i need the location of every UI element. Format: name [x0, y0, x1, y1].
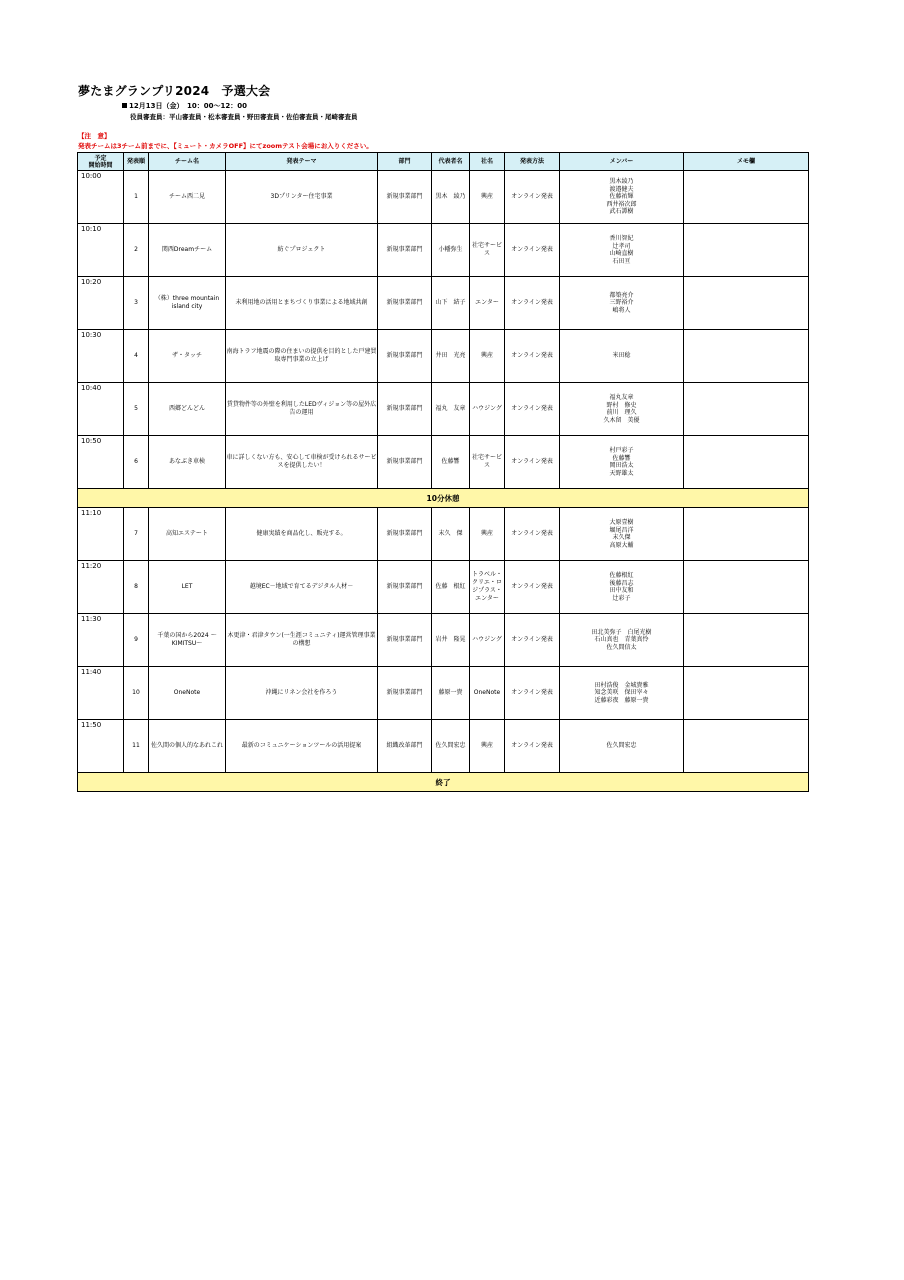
team-cell: 西郷どんどん [149, 383, 226, 436]
order-cell: 10 [124, 667, 149, 720]
dept-cell: 組織改革部門 [378, 720, 432, 773]
members-cell [560, 667, 684, 720]
method-cell: オンライン発表 [505, 383, 560, 436]
method-cell: オンライン発表 [505, 508, 560, 561]
dept-cell: 新規事業部門 [378, 171, 432, 224]
company-cell: 興産 [470, 171, 505, 224]
table-row [78, 667, 809, 720]
break-band [78, 489, 809, 508]
dept-cell: 新規事業部門 [378, 667, 432, 720]
break-label: 10分休憩 [78, 489, 809, 508]
time-cell: 11:30 [78, 614, 124, 667]
table-row [78, 330, 809, 383]
member-name: 近藤彩夜 藤原一貴 [594, 696, 649, 704]
member-name: 石田亘 [612, 257, 631, 265]
member-name: 天野雄太 [609, 469, 634, 477]
team-cell: あなぶき車検 [149, 436, 226, 489]
method-cell: オンライン発表 [505, 561, 560, 614]
order-cell: 3 [124, 277, 149, 330]
order-cell: 5 [124, 383, 149, 436]
header-team: チーム名 [149, 153, 226, 171]
break-row [78, 489, 809, 508]
header-dept: 部門 [378, 153, 432, 171]
memo-cell[interactable] [684, 224, 809, 277]
time-cell: 11:20 [78, 561, 124, 614]
order-cell: 7 [124, 508, 149, 561]
member-name: 佐藤響 [612, 454, 631, 462]
time-cell: 11:10 [78, 508, 124, 561]
schedule-table [77, 152, 809, 792]
time-cell: 11:40 [78, 667, 124, 720]
member-name: 佐久間宏忠 [606, 742, 637, 750]
dept-cell: 新規事業部門 [378, 614, 432, 667]
table-row [78, 561, 809, 614]
order-cell: 6 [124, 436, 149, 489]
team-cell: ザ・タッチ [149, 330, 226, 383]
square-bullet-icon [122, 103, 127, 108]
members-cell [560, 561, 684, 614]
event-date: 12月13日（金） 10：00～12：00 [122, 101, 247, 111]
time-cell: 10:00 [78, 171, 124, 224]
table-row [78, 277, 809, 330]
end-row [78, 773, 809, 792]
method-cell: オンライン発表 [505, 330, 560, 383]
member-name: 西井裕次郎 [606, 200, 637, 208]
rep-cell: 福丸 友章 [432, 383, 470, 436]
company-cell: 興産 [470, 720, 505, 773]
rep-cell: 佐藤 根紅 [432, 561, 470, 614]
company-cell: OneNote [470, 667, 505, 720]
company-cell: トラベル・クリエ・ロジプラス・エンター [470, 561, 505, 614]
schedule-body-second [78, 508, 809, 773]
rep-cell: 末久 傑 [432, 508, 470, 561]
order-cell: 2 [124, 224, 149, 277]
company-cell: 興産 [470, 508, 505, 561]
members-cell [560, 277, 684, 330]
time-cell: 10:40 [78, 383, 124, 436]
member-name: 前川 理久 [606, 409, 637, 416]
member-name: 佐藤根紅 [609, 572, 634, 579]
note-heading: 【注 意】 [78, 132, 111, 140]
member-name: 都築亮介 [609, 291, 634, 299]
memo-cell[interactable] [684, 330, 809, 383]
end-label: 終了 [78, 773, 809, 792]
header-rep: 代表者名 [432, 153, 470, 171]
table-row [78, 720, 809, 773]
dept-cell: 新規事業部門 [378, 277, 432, 330]
member-name: 辻彩子 [612, 594, 631, 602]
rep-cell: 佐藤響 [432, 436, 470, 489]
table-header-row [78, 153, 809, 171]
time-cell: 10:20 [78, 277, 124, 330]
rep-cell: 岩井 隆晃 [432, 614, 470, 667]
note-text: 発表チームは3チーム前までに、【ミュート・カメラOFF】にてzoomテスト会場にお入りください。 [78, 142, 373, 150]
member-name: 香川智紀 [609, 235, 634, 242]
member-name: 黒木綾乃 [609, 178, 634, 186]
theme-cell: 3Dプリンター住宅事業 [226, 171, 378, 224]
header-time: 予定 開始時間 [78, 153, 124, 171]
members-cell [560, 383, 684, 436]
theme-cell: 越境EC－地域で育てるデジタル人材－ [226, 561, 378, 614]
member-name: 野村 修史 [606, 401, 637, 409]
header-members: メンバー [560, 153, 684, 171]
member-name: 久木留 美優 [603, 416, 640, 424]
table-row [78, 508, 809, 561]
rep-cell: 黒木 綾乃 [432, 171, 470, 224]
memo-cell[interactable] [684, 614, 809, 667]
member-name: 後藤昌志 [609, 579, 634, 587]
theme-cell: 木更津・君津タウン(一生涯コミュニティ)運営管理事業の構想 [226, 614, 378, 667]
judges-list: 役員審査員：平山審査員・松本審査員・野田審査員・佐伯審査員・尾崎審査員 [130, 113, 358, 121]
team-cell: 千葉の国から2024 ～KIMITSU～ [149, 614, 226, 667]
member-name: 田北美弥子 白尾光樹 [591, 628, 652, 636]
header-theme: 発表テーマ [226, 153, 378, 171]
theme-cell: 最新のコミュニケーションツールの活用提案 [226, 720, 378, 773]
dept-cell: 新規事業部門 [378, 224, 432, 277]
members-cell [560, 614, 684, 667]
method-cell: オンライン発表 [505, 667, 560, 720]
team-cell: 佐久間の個人的なあれこれ [149, 720, 226, 773]
end-band [78, 773, 809, 792]
team-cell: 関西Dreamチーム [149, 224, 226, 277]
members-cell [560, 330, 684, 383]
team-cell: 高知エステート [149, 508, 226, 561]
rep-cell: 井田 光亮 [432, 330, 470, 383]
memo-cell[interactable] [684, 436, 809, 489]
memo-cell[interactable] [684, 277, 809, 330]
member-name: 三野裕介 [609, 299, 634, 307]
member-name: 田村浩俊 金城貴雅 [594, 681, 649, 689]
member-name: 米田稔 [612, 352, 631, 360]
memo-cell[interactable] [684, 508, 809, 561]
theme-cell: 未利用地の活用とまちづくり事業による地域共創 [226, 277, 378, 330]
theme-cell: 健康実績を商品化し、販売する。 [226, 508, 378, 561]
team-cell: （株）three mountain island city [149, 277, 226, 330]
member-name: 知念美咲 保田宰々 [594, 689, 649, 697]
header-company: 社名 [470, 153, 505, 171]
header-order: 発表順 [124, 153, 149, 171]
member-name: 石山真也 青葉真怜 [594, 636, 649, 644]
table-row [78, 614, 809, 667]
member-name: 堀尾昌洋 [609, 526, 634, 534]
page-title: 夢たまグランプリ2024 予選大会 [78, 84, 271, 98]
company-cell: ハウジング [470, 614, 505, 667]
member-name: 岡田浩太 [609, 462, 634, 469]
team-cell: チーム西二見 [149, 171, 226, 224]
time-cell: 10:30 [78, 330, 124, 383]
members-cell [560, 224, 684, 277]
order-cell: 1 [124, 171, 149, 224]
member-name: 田中友和 [609, 587, 634, 594]
method-cell: オンライン発表 [505, 436, 560, 489]
rep-cell: 佐久間宏忠 [432, 720, 470, 773]
method-cell: オンライン発表 [505, 277, 560, 330]
member-name: 佐藤祐輝 [609, 193, 634, 201]
dept-cell: 新規事業部門 [378, 561, 432, 614]
memo-cell[interactable] [684, 383, 809, 436]
memo-cell[interactable] [684, 171, 809, 224]
member-name: 高原大輔 [609, 541, 634, 549]
member-name: 村戸彩子 [609, 447, 634, 454]
memo-cell[interactable] [684, 667, 809, 720]
method-cell: オンライン発表 [505, 224, 560, 277]
members-cell [560, 436, 684, 489]
members-cell [560, 171, 684, 224]
order-cell: 4 [124, 330, 149, 383]
members-cell [560, 720, 684, 773]
rep-cell: 小幡弥生 [432, 224, 470, 277]
member-name: 渡邉健夫 [609, 185, 634, 193]
dept-cell: 新規事業部門 [378, 508, 432, 561]
table-row [78, 224, 809, 277]
member-name: 武石譚樹 [609, 208, 634, 216]
company-cell: 社宅サービス [470, 436, 505, 489]
company-cell: エンター [470, 277, 505, 330]
method-cell: オンライン発表 [505, 720, 560, 773]
members-cell [560, 508, 684, 561]
order-cell: 11 [124, 720, 149, 773]
team-cell: LET [149, 561, 226, 614]
header-memo: メモ欄 [684, 153, 809, 171]
company-cell: ハウジング [470, 383, 505, 436]
time-cell: 10:10 [78, 224, 124, 277]
member-name: 末久傑 [612, 534, 631, 541]
dept-cell: 新規事業部門 [378, 383, 432, 436]
order-cell: 8 [124, 561, 149, 614]
method-cell: オンライン発表 [505, 171, 560, 224]
header-method: 発表方法 [505, 153, 560, 171]
time-cell: 10:50 [78, 436, 124, 489]
dept-cell: 新規事業部門 [378, 436, 432, 489]
member-name: 山崎直樹 [609, 250, 634, 257]
table-row [78, 436, 809, 489]
theme-cell: 紡ぐプロジェクト [226, 224, 378, 277]
member-name: 福丸友章 [609, 394, 634, 401]
memo-cell[interactable] [684, 561, 809, 614]
dept-cell: 新規事業部門 [378, 330, 432, 383]
memo-cell[interactable] [684, 720, 809, 773]
theme-cell: 南海トラフ地震の際の住まいの提供を目的とした戸建買取専門事業の立上げ [226, 330, 378, 383]
time-cell: 11:50 [78, 720, 124, 773]
member-name: 佐久間信太 [606, 643, 637, 651]
order-cell: 9 [124, 614, 149, 667]
member-name: 辻孝司 [612, 242, 631, 250]
table-row [78, 171, 809, 224]
company-cell: 社宅サービス [470, 224, 505, 277]
theme-cell: 車に詳しくない方も、安心して車検が受けられるサービスを提供したい！ [226, 436, 378, 489]
rep-cell: 藤原一貴 [432, 667, 470, 720]
method-cell: オンライン発表 [505, 614, 560, 667]
table-row [78, 383, 809, 436]
theme-cell: 沖縄にリネン会社を作ろう [226, 667, 378, 720]
rep-cell: 山下 結子 [432, 277, 470, 330]
team-cell: OneNote [149, 667, 226, 720]
member-name: 嶋将人 [612, 306, 631, 314]
company-cell: 興産 [470, 330, 505, 383]
theme-cell: 賃貸物件等の外壁を利用したLEDヴィジョン等の屋外広告の運用 [226, 383, 378, 436]
member-name: 大原壹樹 [609, 519, 634, 526]
schedule-body-first [78, 171, 809, 489]
